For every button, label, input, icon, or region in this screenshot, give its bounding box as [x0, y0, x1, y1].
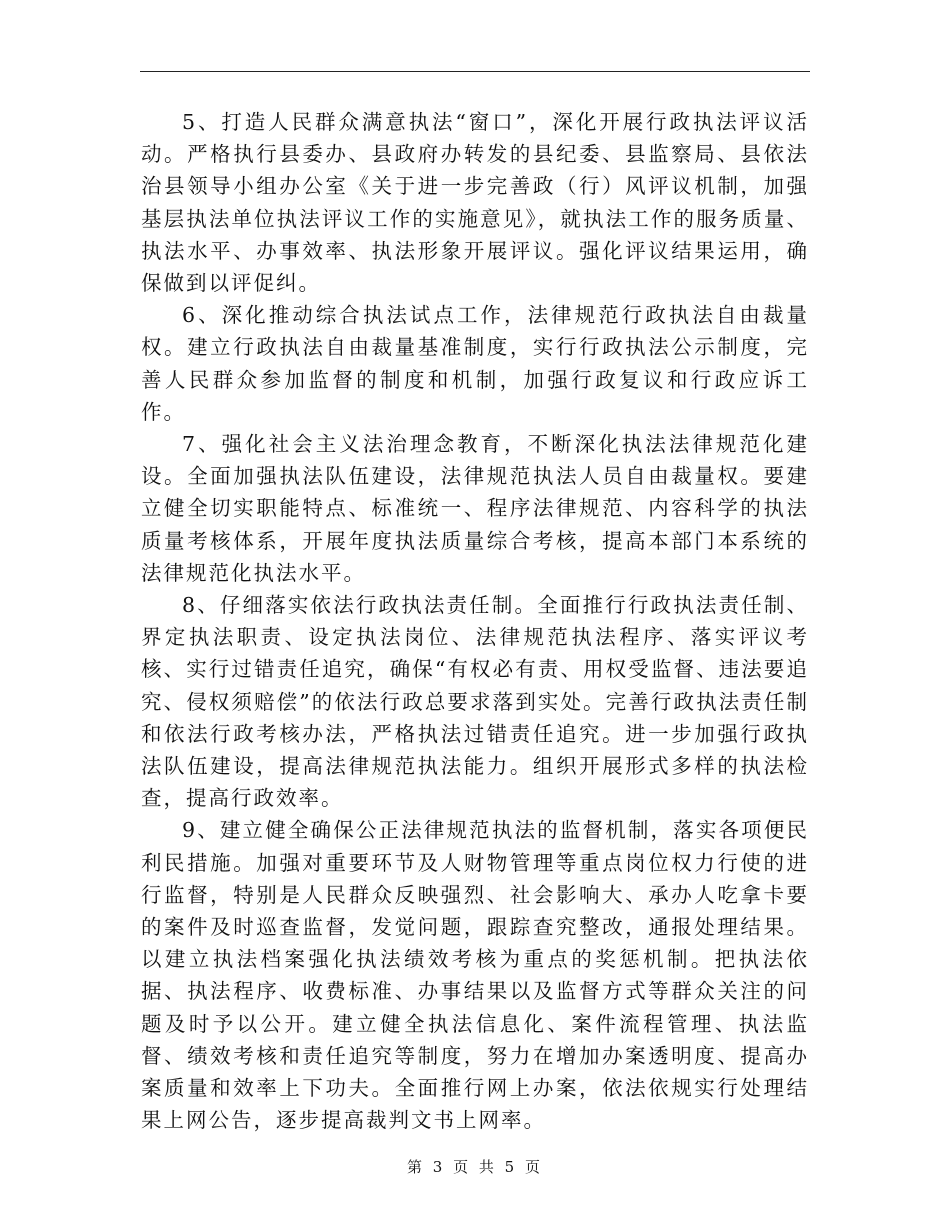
paragraph-item-8: 8、仔细落实依法行政执法责任制。全面推行行政执法责任制、界定执法职责、设定执法岗位、法律规范执法程序、落实评议考核、实行过错责任追究，确保“有权必有责、用权受监督、违法要追究、侵权须赔偿”的依法行政总要求落到实处。完善行政执法责任制和依法行政考核办法，严格执法过错责任追究。进一步加强行政执法队伍建设，提高法律规范执法能力。组织开展形式多样的执法检查，提高行政效率。	[141, 593, 809, 811]
header-rule	[140, 71, 810, 72]
paragraph-item-7: 7、强化社会主义法治理念教育，不断深化执法法律规范化建设。全面加强执法队伍建设，法律规范执法人员自由裁量权。要建立健全切实职能特点、标准统一、程序法律规范、内容科学的执法质量考核体系，开展年度执法质量综合考核，提高本部门本系统的法律规范化执法水平。	[141, 432, 809, 585]
page-number: 第 3 页 共 5 页	[407, 1158, 543, 1176]
document-body	[141, 106, 809, 1137]
paragraph-item-5: 5、打造人民群众满意执法“窗口”，深化开展行政执法评议活动。严格执行县委办、县政府办转发的县纪委、县监察局、县依法治县领导小组办公室《关于进一步完善政（行）风评议机制，加强基层执法单位执法评议工作的实施意见》，就执法工作的服务质量、执法水平、办事效率、执法形象开展评议。强化评议结果运用，确保做到以评促纠。	[141, 110, 809, 296]
paragraph-item-6: 6、深化推动综合执法试点工作，法律规范行政执法自由裁量权。建立行政执法自由裁量基准制度，实行行政执法公示制度，完善人民群众参加监督的制度和机制，加强行政复议和行政应诉工作。	[141, 303, 809, 424]
paragraph-item-9: 9、建立健全确保公正法律规范执法的监督机制，落实各项便民利民措施。加强对重要环节及人财物管理等重点岗位权力行使的进行监督，特别是人民群众反映强烈、社会影响大、承办人吃拿卡要的案件及时巡查监督，发觉问题，跟踪查究整改，通报处理结果。以建立执法档案强化执法绩效考核为重点的奖惩机制。把执法依据、执法程序、收费标准、办事结果以及监督方式等群众关注的问题及时予以公开。建立健全执法信息化、案件流程管理、执法监督、绩效考核和责任追究等制度，努力在增加办案透明度、提高办案质量和效率上下功夫。全面推行网上办案，依法依规实行处理结果上网公告，逐步提高裁判文书上网率。	[141, 818, 809, 1133]
